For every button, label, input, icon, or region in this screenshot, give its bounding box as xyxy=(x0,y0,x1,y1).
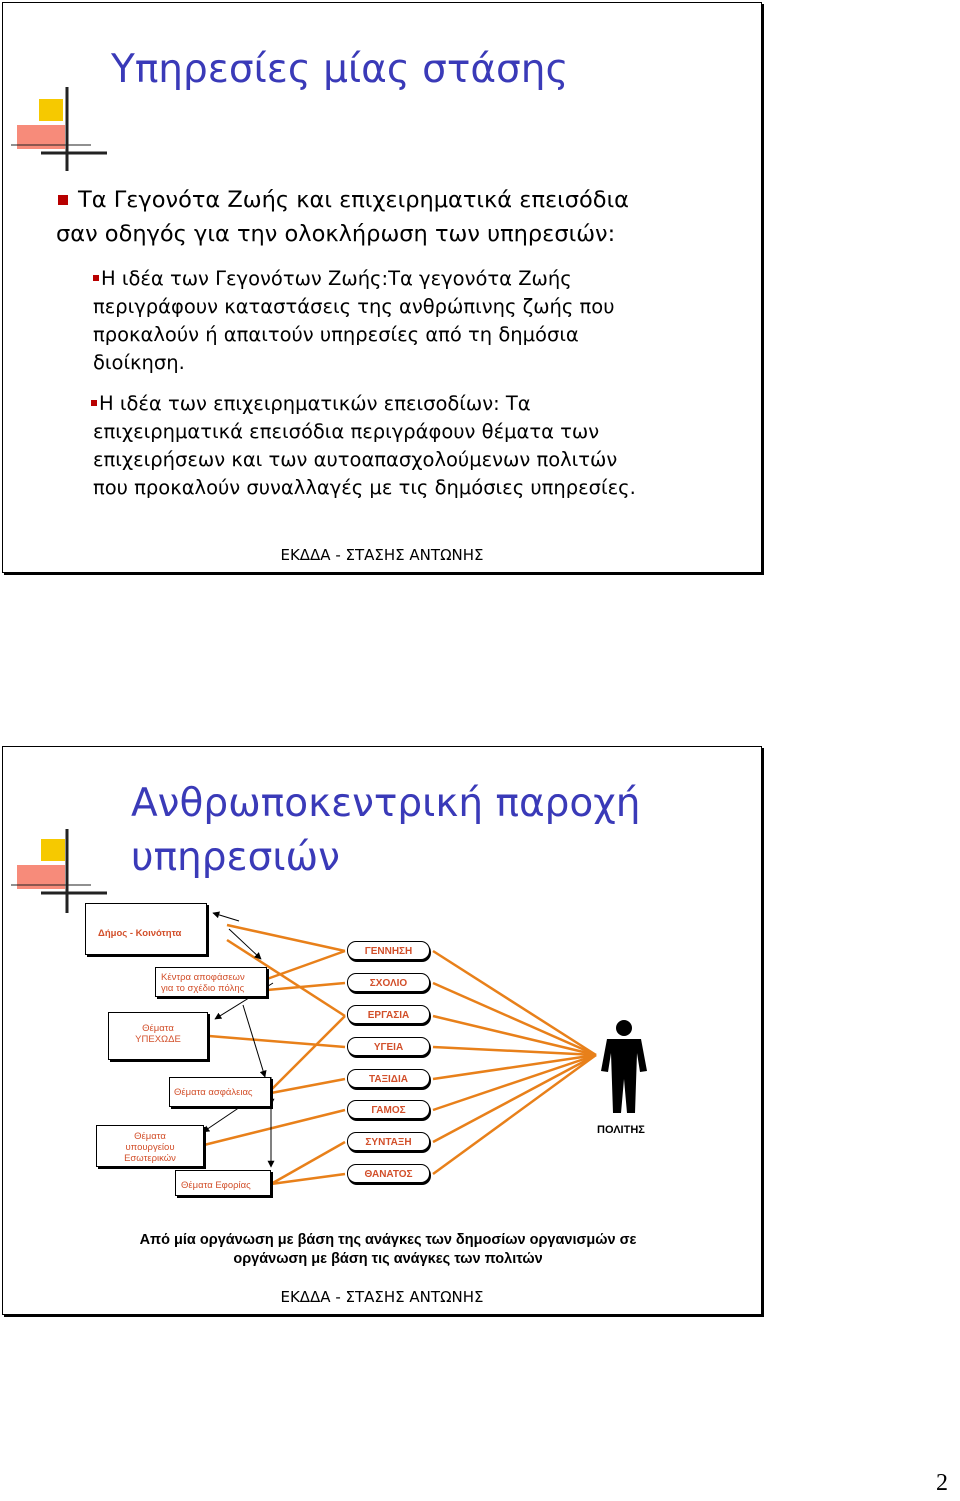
agency-box-interior-ministry: Θέματα υπουργείου Εσωτερικών xyxy=(96,1125,204,1167)
agency-box-tax-office: Θέματα Εφορίας xyxy=(175,1170,271,1196)
bullet-life-events: Τα Γεγονότα Ζωής και επιχειρηματικά επεισόδια σαν οδηγός για την ολοκλήρωση των υπηρεσιών: xyxy=(56,187,630,247)
bullet-square-icon xyxy=(93,275,99,281)
life-event-marriage: ΓΑΜΟΣ xyxy=(347,1100,430,1119)
life-event-death: ΘΑΝΑΤΟΣ xyxy=(347,1164,430,1183)
slide-footer: ΕΚΔΔΑ - ΣΤΑΣΗΣ ΑΝΤΩΝΗΣ xyxy=(280,546,484,564)
sub-bullet-business-episodes: Η ιδέα των επιχειρηματικών επεισοδίων: Τα επιχειρηματικά επεισόδια περιγράφουν θέματα των επιχειρήσεων και των αυτοαπασχολούμενων πολιτών που προκαλούν συναλλαγές με τις δημόσιες υπηρεσίες. xyxy=(93,392,636,499)
agency-box-municipality: Δήμος - Κοινότητα xyxy=(85,903,207,955)
citizen-person-icon xyxy=(595,1019,653,1115)
page-number: 2 xyxy=(936,1470,948,1496)
life-event-retirement: ΣΥΝΤΑΞΗ xyxy=(347,1132,430,1151)
life-event-birth: ΓΕΝΝΗΣΗ xyxy=(347,941,430,960)
slide-title: Υπηρεσίες μίας στάσης xyxy=(111,47,569,92)
life-event-work: ΕΡΓΑΣΙΑ xyxy=(347,1005,430,1024)
slide-title: Ανθρωποκεντρική παροχή υπηρεσιών xyxy=(131,781,641,880)
agency-box-environment-ministry: Θέματα ΥΠΕΧΩΔΕ xyxy=(108,1012,208,1060)
slide-citizen-centric-services xyxy=(2,746,762,1315)
slide-footer: ΕΚΔΔΑ - ΣΤΑΣΗΣ ΑΝΤΩΝΗΣ xyxy=(280,1288,484,1306)
sub-bullet-life-events-idea: Η ιδέα των Γεγονότων Ζωής:Τα γεγονότα Ζωής περιγράφουν καταστάσεις της ανθρώπινης ζωής που προκαλούν ή απαιτούν υπηρεσίες από τη δημόσια διοίκηση. xyxy=(93,267,615,374)
slide-one-stop-services xyxy=(2,2,762,573)
life-event-health: ΥΓΕΙΑ xyxy=(347,1037,430,1056)
slide-logo-decoration xyxy=(11,85,111,175)
citizen-label: ΠΟΛΙΤΗΣ xyxy=(597,1124,645,1136)
bullet-square-icon xyxy=(58,195,68,205)
life-event-travel: ΤΑΞΙΔΙΑ xyxy=(347,1069,430,1088)
agency-box-city-planning: Κέντρα αποφάσεων για το σχέδιο πόλης xyxy=(155,967,267,997)
slide-caption: Από μία οργάνωση με βάση της ανάγκες των δημοσίων οργανισμών σε οργάνωση με βάση τις ανάγκες των πολιτών xyxy=(139,1232,637,1267)
bullet-square-icon xyxy=(91,400,97,406)
life-event-school: ΣΧΟΛΙΟ xyxy=(347,973,430,992)
agency-box-security: Θέματα ασφάλειας xyxy=(169,1077,271,1107)
